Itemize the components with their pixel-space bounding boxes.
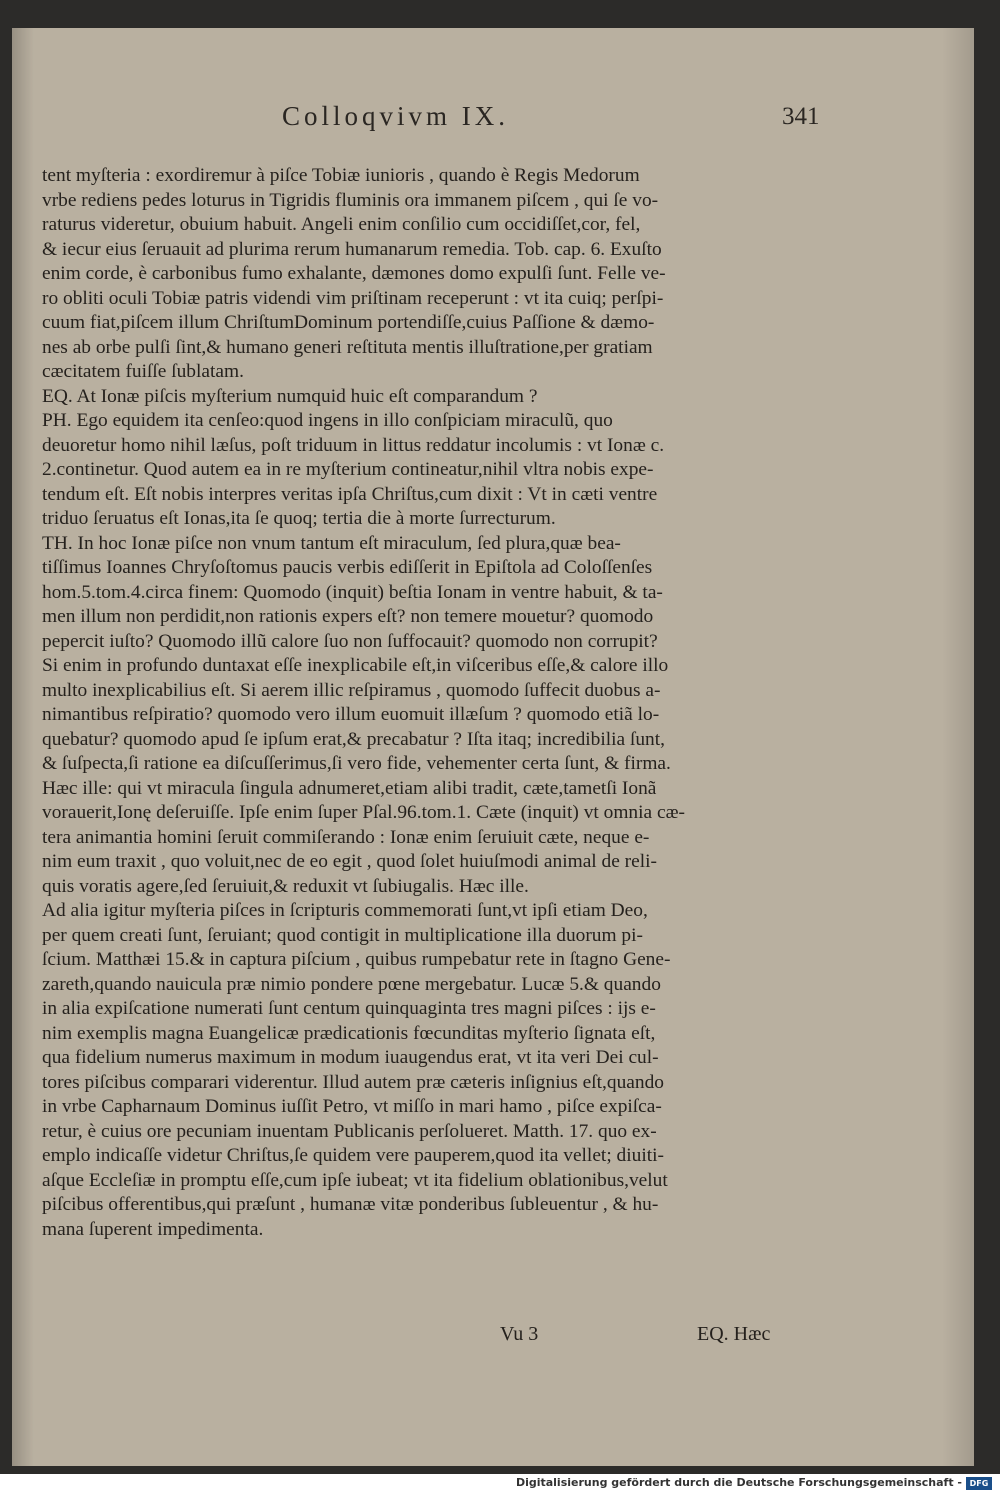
text-line: 2.continetur. Quod autem ea in re myſterium contineatur,nihil vltra nobis expe- <box>42 459 654 480</box>
page-header <box>42 101 962 141</box>
text-line: retur, è cuius ore pecuniam inuentam Publicanis perſolueret. Matth. 17. quo ex- <box>42 1120 657 1142</box>
text-line: Hæc ille: qui vt miracula ſingula adnumeret,etiam alibi tradit, cæte,tametſi Ionã <box>42 777 657 799</box>
text-line: nim eum traxit , quo voluit,nec de eo egit , quod ſolet huiuſmodi animal de reli- <box>42 851 657 872</box>
text-line: in vrbe Capharnaum Dominus iuſſit Petro, vt miſſo in mari hamo , piſce expiſca- <box>42 1096 662 1117</box>
text-line: multo inexplicabilius eſt. Si aerem illic reſpiramus , quomodo ſuffecit duobus a- <box>42 679 661 701</box>
text-line: piſcibus offerentibus,qui præſunt , humanæ vitæ ponderibus ſubleuentur , & hu- <box>42 1194 659 1215</box>
text-line: TH. In hoc Ionæ piſce non vnum tantum eſt miraculum, ſed plura,quæ bea- <box>42 532 621 554</box>
page-number: 341 <box>782 103 820 130</box>
text-line: Si enim in profundo duntaxat eſſe inexplicabile eſt,in viſceribus eſſe,& calore illo <box>42 655 669 676</box>
text-line: & ſuſpecta,ſi ratione ea diſcuſſerimus,ſi vero fide, vehementer certa ſunt, & firma. <box>42 753 671 774</box>
text-line: cæcitatem fuiſſe ſublatam. <box>42 361 244 382</box>
text-line: pepercit iuſto? Quomodo illũ calore ſuo non ſuffocauit? quomodo non corrupit? <box>42 630 658 652</box>
text-line: nes ab orbe pulſi ſint,& humano generi reſtituta mentis illuſtratione,per gratiam <box>42 336 653 358</box>
text-line: tores piſcibus comparari viderentur. Illud autem præ cæteris inſignius eſt,quando <box>42 1071 664 1093</box>
book-page <box>12 28 974 1466</box>
text-line: quebatur? quomodo apud ſe ipſum erat,& precabatur ? Iſta itaq; incredibilia ſunt, <box>42 728 665 750</box>
text-line: vrbe rediens pedes loturus in Tigridis fluminis ora immanem piſcem , qui ſe vo- <box>42 189 659 211</box>
text-line: deuoretur homo nihil læſus, poſt triduum in littus reddatur incolumis : vt Ionæ c. <box>42 434 665 456</box>
text-line: tera animantia homini ſeruit commiſerando : Ionæ enim ſeruiuit cæte, neque e- <box>42 826 650 848</box>
text-line: triduo ſeruatus eſt Ionas,ita ſe quoq; tertia die à morte ſurrecturum. <box>42 508 556 529</box>
text-line: ſcium. Matthæi 15.& in captura piſcium , quibus rumpebatur rete in ſtagno Gene- <box>42 949 671 970</box>
text-line: men illum non perdidit,non rationis expers eſt? non temere mouetur? quomodo <box>42 606 654 627</box>
dfg-logo: DFG <box>966 1477 992 1490</box>
text-line: cuum fiat,piſcem illum ChriſtumDominum portendiſſe,cuius Paſſione & dæmo- <box>42 312 655 333</box>
text-line: zareth,quando nauicula præ nimio pondere pœne mergebatur. Lucæ 5.& quando <box>42 973 661 995</box>
text-line: tent myſteria : exordiremur à piſce Tobiæ iunioris , quando è Regis Medorum <box>42 165 640 186</box>
body-text <box>42 164 812 1242</box>
text-line: enim corde, è carbonibus fumo exhalante, dæmones domo expulſi ſunt. Felle ve- <box>42 263 666 284</box>
text-line: tiſſimus Ioannes Chryſoſtomus paucis verbis ediſſerit in Epiſtola ad Coloſſenſes <box>42 557 653 578</box>
signature-mark: Vu 3 <box>500 1323 539 1345</box>
catchword: EQ. Hæc <box>697 1323 771 1345</box>
text-line: per quem creati ſunt, ſeruiant; quod contigit in multiplicatione illa duorum pi- <box>42 924 643 946</box>
running-title: Colloqvivm IX. <box>282 101 510 131</box>
text-line: EQ. At Ionæ piſcis myſterium numquid huic eſt comparandum ? <box>42 385 538 407</box>
text-line: ro obliti oculi Tobiæ patris videndi vim priſtinam receperunt : vt ita cuiq; perſpi- <box>42 287 664 309</box>
text-line: aſque Eccleſiæ in promptu eſſe,cum ipſe iubeat; vt ita fidelium oblationibus,velut <box>42 1169 668 1191</box>
text-line: raturus videretur, obuium habuit. Angeli enim conſilio cum occidiſſet,cor, fel, <box>42 214 641 235</box>
text-line: hom.5.tom.4.circa finem: Quomodo (inquit) beſtia Ionam in ventre habuit, & ta- <box>42 581 663 603</box>
text-line: quis voratis agere,ſed ſeruiuit,& reduxit vt ſubiugalis. Hæc ille. <box>42 875 529 897</box>
text-line: qua fidelium numerus maximum in modum iuaugendus erat, vt ita veri Dei cul- <box>42 1047 659 1068</box>
credit-bar <box>0 1474 1000 1494</box>
text-line: nim exemplis magna Euangelicæ prædicationis fœcunditas myſterio ſignata eſt, <box>42 1022 656 1044</box>
text-line: PH. Ego equidem ita cenſeo:quod ingens in illo conſpiciam miraculũ, quo <box>42 410 613 431</box>
text-line: vorauerit,Ionę deſeruiſſe. Ipſe enim ſuper Pſal.96.tom.1. Cæte (inquit) vt omnia cæ- <box>42 802 685 823</box>
funding-credit: Digitalisierung gefördert durch die Deutsche Forschungsgemeinschaft - <box>515 1476 962 1489</box>
page-footer <box>42 1323 812 1357</box>
text-line: tendum eſt. Eſt nobis interpres veritas ipſa Chriſtus,cum dixit : Vt in cæti ventre <box>42 483 658 505</box>
text-line: nimantibus reſpiratio? quomodo vero illum euomuit illæſum ? quomodo etiã lo- <box>42 704 660 725</box>
text-line: Ad alia igitur myſteria piſces in ſcripturis commemorati ſunt,vt ipſi etiam Deo, <box>42 900 648 921</box>
text-line: in alia expiſcatione numerati ſunt centum quinquaginta tres magni piſces : ijs e- <box>42 998 656 1019</box>
text-line: emplo indicaſſe videtur Chriſtus,ſe quidem vere pauperem,quod ita vellet; diuiti- <box>42 1145 664 1166</box>
text-line: mana ſuperent impedimenta. <box>42 1218 264 1240</box>
text-line: & iecur eius ſeruauit ad plurima rerum humanarum remedia. Tob. cap. 6. Exuſto <box>42 238 662 260</box>
